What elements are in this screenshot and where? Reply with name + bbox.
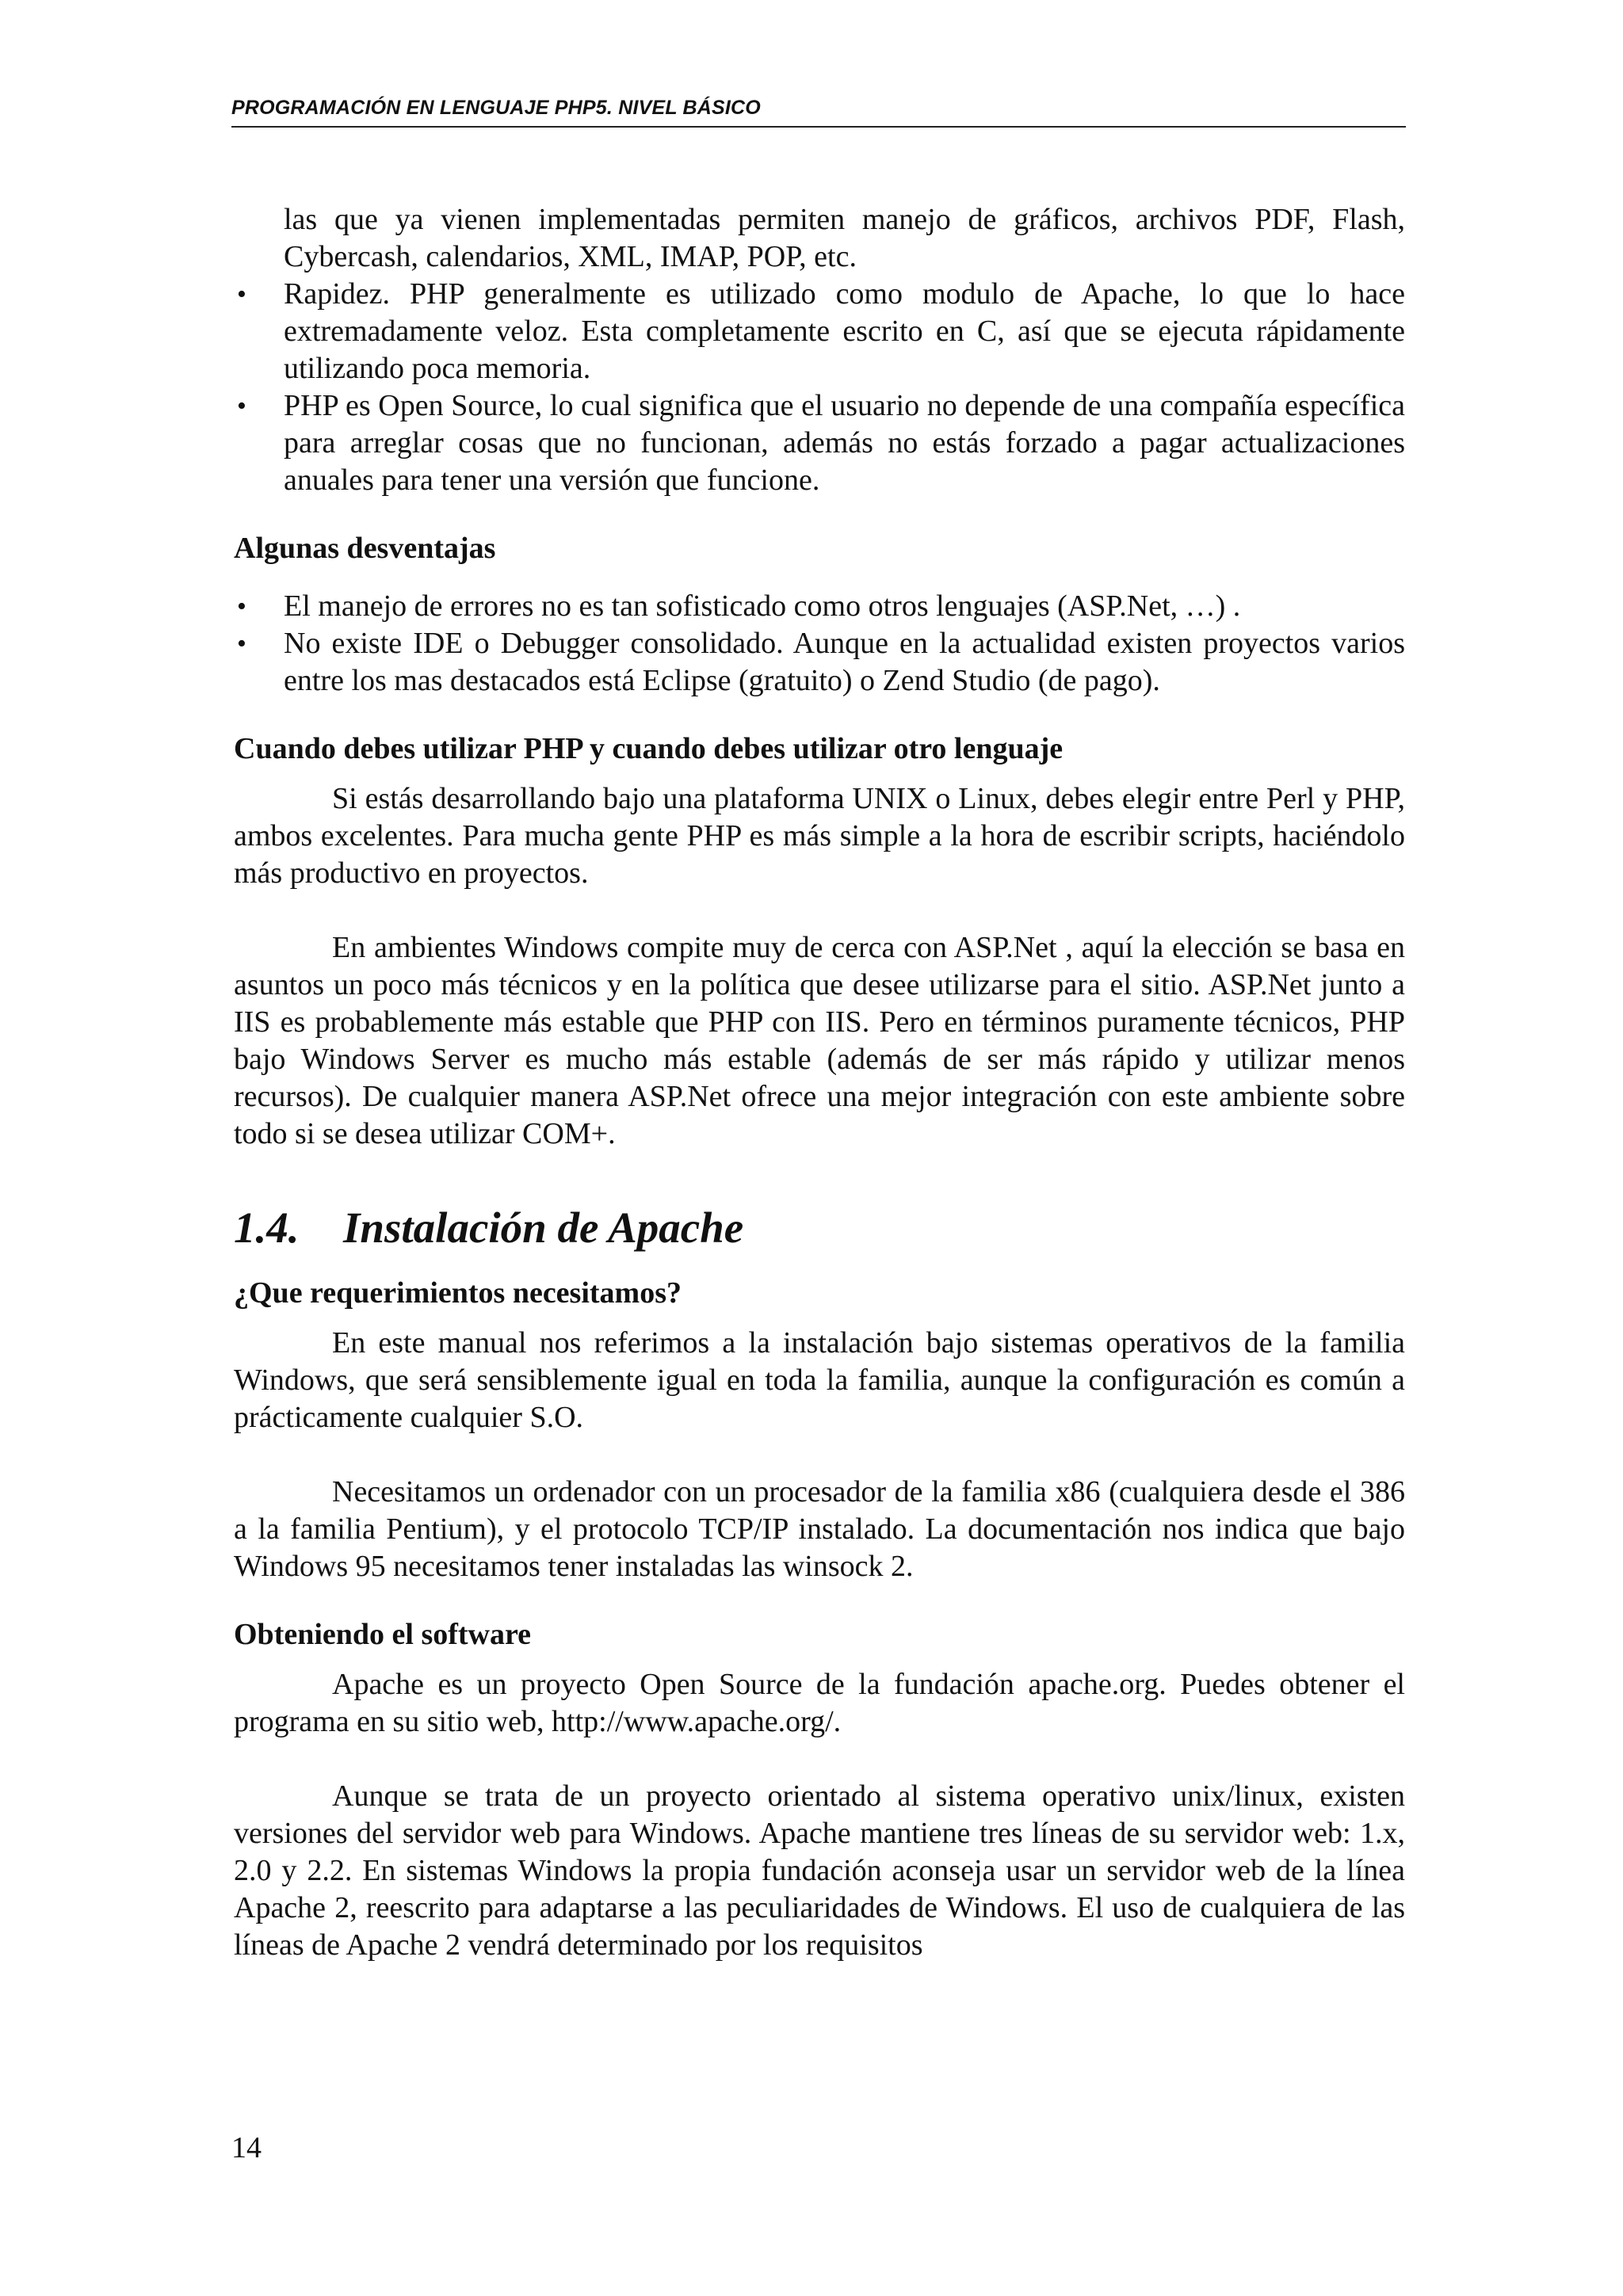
section-number: 1.4. <box>234 1203 300 1252</box>
paragraph: Aunque se trata de un proyecto orientado al sistema operativo unix/linux, existen versiones del servidor web para Windows. Apache mantiene tres líneas de su servidor web: 1.x, 2.0 y 2.2. En sistemas Windows la propia fundación aconseja usar un servidor web de la línea Apache 2, reescrito para adaptarse a las peculiaridades de Windows. El uso de cualquiera de las líneas de Apache 2 vendrá determinado por los requisitos <box>234 1779 1405 1962</box>
paragraph: Apache es un proyecto Open Source de la fundación apache.org. Puedes obtener el programa en su sitio web, http://www.apache.org/. <box>234 1668 1405 1738</box>
subheading-cuando: Cuando debes utilizar PHP y cuando debes utilizar otro lenguaje <box>234 732 1064 765</box>
list-item: • No existe IDE o Debugger consolidado. Aunque en la actualidad existen proyectos varios entre los mas destacados está Eclipse (gratuito) o Zend Studio (de pago). <box>234 625 1405 700</box>
paragraph: En ambientes Windows compite muy de cerca con ASP.Net , aquí la elección se basa en asuntos un poco más técnicos y en la política que desee utilizarse para el sitio. ASP.Net junto a IIS es probablemente más estable que PHP con IIS. Pero en términos puramente técnicos, PHP bajo Windows Server es mucho más estable (además de ser más rápido y utilizar menos recursos). De cualquier manera ASP.Net ofrece una mejor integración con este ambiente sobre todo si se desea utilizar COM+. <box>234 931 1405 1150</box>
section-title <box>234 1202 1405 1254</box>
section-title-text: Instalación de Apache <box>343 1203 744 1252</box>
subheading-software: Obteniendo el software <box>234 1618 532 1651</box>
list-item: • PHP es Open Source, lo cual significa que el usuario no depende de una compañía específica para arreglar cosas que no funcionan, además no estás forzado a pagar actualizaciones anuales para tener una versión que funcione. <box>234 387 1405 499</box>
page-number: 14 <box>231 2131 262 2164</box>
list-item: • El manejo de errores no es tan sofisticado como otros lenguajes (ASP.Net, …) . <box>234 588 1405 625</box>
advantages-list <box>234 276 1405 499</box>
list-item: • Rapidez. PHP generalmente es utilizado como modulo de Apache, lo que lo hace extremadamente veloz. Esta completamente escrito en C, así que se ejecuta rápidamente utilizando poca memoria. <box>234 276 1405 387</box>
continued-bullet-text: las que ya vienen implementadas permiten manejo de gráficos, archivos PDF, Flash, Cybercash, calendarios, XML, IMAP, POP, etc. <box>284 203 1405 273</box>
paragraph: Si estás desarrollando bajo una plataforma UNIX o Linux, debes elegir entre Perl y PHP, ambos excelentes. Para mucha gente PHP es más simple a la hora de escribir scripts, haciéndolo más productivo en proyectos. <box>234 782 1405 890</box>
subheading-requerimientos: ¿Que requerimientos necesitamos? <box>234 1276 682 1310</box>
running-header: PROGRAMACIÓN EN LENGUAJE PHP5. NIVEL BÁSICO <box>231 97 1406 128</box>
disadvantages-list <box>234 588 1405 700</box>
paragraph: En este manual nos referimos a la instalación bajo sistemas operativos de la familia Windows, que será sensiblemente igual en toda la familia, aunque la configuración es común a prácticamente cualquier S.O. <box>234 1326 1405 1434</box>
subheading-desventajas: Algunas desventajas <box>234 532 496 565</box>
page-body <box>234 201 1405 1964</box>
paragraph: Necesitamos un ordenador con un procesador de la familia x86 (cualquiera desde el 386 a la familia Pentium), y el protocolo TCP/IP instalado. La documentación nos indica que bajo Windows 95 necesitamos tener instaladas las winsock 2. <box>234 1475 1405 1583</box>
